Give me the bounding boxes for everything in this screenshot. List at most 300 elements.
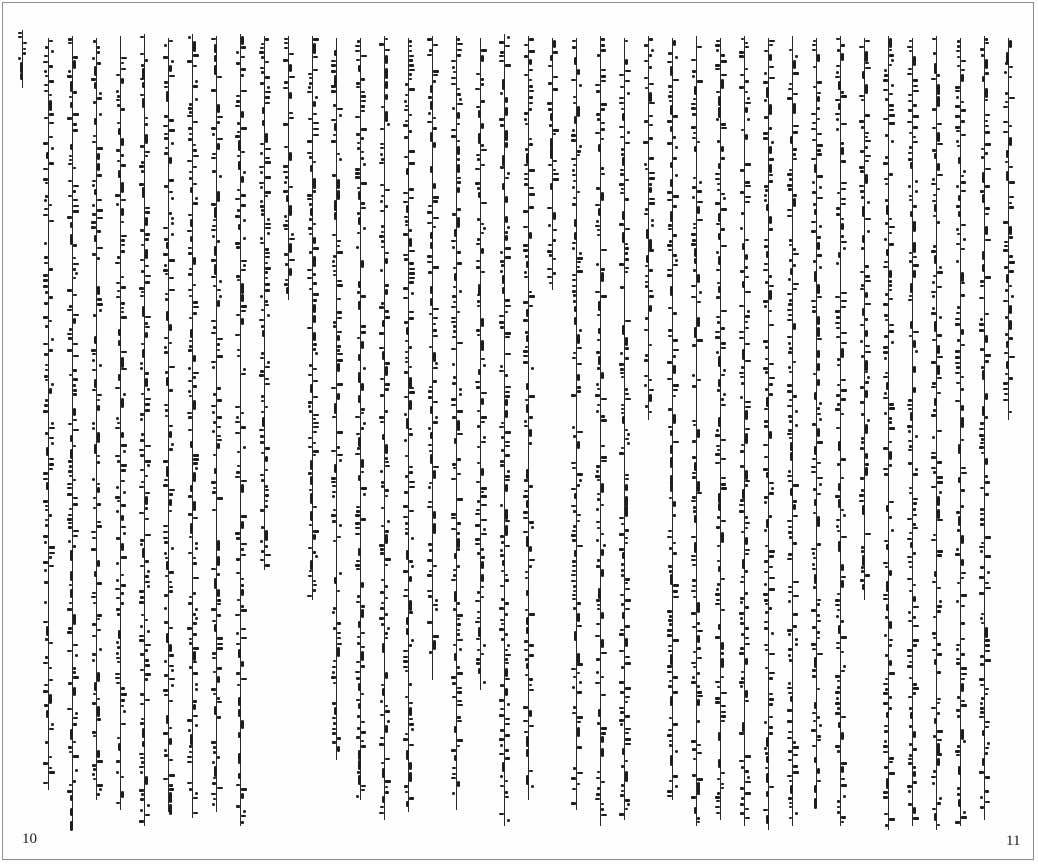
glyph-dot <box>99 113 102 116</box>
glyph-stroke-right <box>433 196 439 199</box>
glyph-stroke-right <box>217 349 220 351</box>
glyph-stroke-right <box>241 56 245 58</box>
glyph-stroke-long <box>913 340 916 348</box>
glyph-stroke-right <box>985 639 990 642</box>
glyph-stroke-right <box>97 394 102 396</box>
glyph-stroke-left <box>332 732 336 735</box>
glyph-stroke-left <box>188 138 192 141</box>
glyph-stroke-long <box>913 731 916 738</box>
glyph-stroke-left <box>813 203 816 206</box>
glyph-stroke-left <box>597 608 600 610</box>
glyph-stroke-left <box>908 449 912 451</box>
glyph-stroke-right <box>169 700 173 702</box>
glyph-stroke-long <box>385 366 388 376</box>
text-column <box>188 34 198 818</box>
glyph-stroke-right <box>193 284 196 286</box>
glyph-stroke-left <box>403 254 408 256</box>
glyph-stroke-left <box>909 487 912 489</box>
glyph-stroke-left <box>187 782 192 784</box>
glyph-stroke-right <box>601 167 604 170</box>
glyph-stroke-right <box>889 644 892 647</box>
glyph-stroke-left <box>885 156 888 159</box>
glyph-stroke-left <box>117 122 120 124</box>
glyph-stroke-left <box>693 177 696 179</box>
glyph-stroke-right <box>49 679 53 681</box>
glyph-stroke-long <box>361 260 364 268</box>
glyph-stroke-right <box>841 91 844 94</box>
glyph-dot <box>147 804 150 807</box>
glyph-stroke-right <box>337 345 341 348</box>
glyph-stroke-right <box>529 684 532 686</box>
glyph-stroke-right <box>841 241 847 243</box>
glyph-stroke-left <box>453 376 456 379</box>
glyph-stroke-long <box>742 281 745 288</box>
glyph-stroke-left <box>860 150 864 153</box>
glyph-stroke-right <box>697 720 700 723</box>
glyph-stroke-right <box>313 69 318 71</box>
glyph-stroke-right <box>769 377 775 379</box>
glyph-stroke-right <box>97 503 101 506</box>
glyph-stroke-right <box>625 738 631 741</box>
glyph-stroke-left <box>404 589 408 591</box>
glyph-stroke-left <box>189 133 192 135</box>
glyph-stroke-left <box>139 165 144 168</box>
glyph-stroke-right <box>169 448 173 451</box>
glyph-stroke-right <box>121 311 124 313</box>
glyph-stroke-left <box>788 188 792 191</box>
glyph-stroke-right <box>745 484 748 487</box>
glyph-dot <box>411 728 414 731</box>
glyph-stroke-long <box>865 51 868 62</box>
glyph-stroke-long <box>670 211 673 222</box>
glyph-stroke-left <box>836 427 840 429</box>
page-number-right: 11 <box>1006 833 1021 849</box>
glyph-stroke-right <box>145 372 149 375</box>
glyph-stroke-right <box>265 227 271 229</box>
glyph-stroke-left <box>837 609 840 611</box>
glyph-stroke-left <box>739 510 744 513</box>
glyph-stroke-left <box>1004 266 1008 269</box>
glyph-stroke-left <box>499 426 504 428</box>
glyph-dot <box>99 788 102 791</box>
glyph-stroke-right <box>97 298 102 301</box>
glyph-stroke-long <box>70 589 73 598</box>
glyph-stroke-right <box>193 155 199 157</box>
glyph-stroke-right <box>937 123 942 125</box>
glyph-dot <box>740 685 743 688</box>
glyph-dot <box>380 153 383 156</box>
glyph-stroke-left <box>237 451 240 453</box>
glyph-dot <box>507 172 510 175</box>
glyph-stroke-right <box>985 239 991 241</box>
glyph-stroke-left <box>740 450 744 453</box>
glyph-stroke-right <box>457 614 463 617</box>
glyph-stroke-right <box>433 401 438 403</box>
glyph-stroke-right <box>73 257 76 259</box>
glyph-stroke-long <box>718 624 721 630</box>
glyph-stroke-right <box>145 649 148 652</box>
glyph-stroke-left <box>451 321 456 323</box>
glyph-stroke-right <box>73 644 78 646</box>
glyph-dot <box>212 803 215 806</box>
glyph-stroke-long <box>670 457 673 468</box>
glyph-stroke-right <box>793 625 797 628</box>
glyph-stroke-long <box>265 133 268 143</box>
glyph-stroke-right <box>529 521 534 524</box>
glyph-stroke-long <box>217 191 220 202</box>
glyph-stroke-left <box>451 60 456 62</box>
glyph-stroke-right <box>961 248 965 250</box>
glyph-stroke-right <box>289 186 293 188</box>
glyph-dot <box>740 617 743 620</box>
glyph-stroke-left <box>45 656 48 659</box>
glyph-stroke-left <box>92 623 96 626</box>
glyph-stroke-long <box>937 509 940 519</box>
glyph-dot <box>507 703 510 706</box>
glyph-stroke-left <box>212 170 216 173</box>
glyph-stroke-left <box>668 228 672 230</box>
glyph-stroke-long <box>430 406 433 414</box>
glyph-stroke-left <box>883 468 888 470</box>
glyph-stroke-long <box>841 147 844 155</box>
glyph-stroke-left <box>187 230 192 232</box>
glyph-stroke-long <box>289 64 292 72</box>
glyph-dot <box>939 491 942 494</box>
glyph-stroke-left <box>355 416 360 418</box>
glyph-stroke-left <box>667 610 672 613</box>
glyph-stroke-left <box>189 751 192 753</box>
glyph-stroke-long <box>601 483 604 493</box>
glyph-stroke-right <box>121 164 126 167</box>
glyph-stroke-left <box>453 286 456 288</box>
glyph-stroke-long <box>526 309 529 317</box>
glyph-stroke-left <box>739 55 744 58</box>
glyph-stroke-right <box>169 759 173 761</box>
glyph-stroke-left <box>716 812 720 814</box>
text-column <box>740 36 750 826</box>
glyph-stroke-long <box>145 496 148 505</box>
glyph-stroke-right <box>385 705 388 707</box>
glyph-stroke-left <box>525 577 528 579</box>
glyph-stroke-left <box>451 528 456 530</box>
glyph-stroke-long <box>358 191 361 200</box>
glyph-stroke-right <box>505 231 508 234</box>
glyph-stroke-left <box>451 513 456 516</box>
glyph-stroke-left <box>211 741 216 744</box>
glyph-stroke-left <box>765 649 768 651</box>
glyph-stroke-left <box>380 607 384 610</box>
glyph-stroke-left <box>813 86 816 88</box>
glyph-stroke-left <box>741 382 744 385</box>
glyph-stroke-right <box>385 564 388 566</box>
glyph-stroke-left <box>909 707 912 710</box>
glyph-stroke-right <box>49 94 52 96</box>
glyph-stroke-left <box>405 224 408 226</box>
glyph-stroke-right <box>577 625 582 627</box>
glyph-stroke-left <box>836 38 840 40</box>
glyph-stroke-long <box>817 768 820 774</box>
glyph-stroke-left <box>163 460 168 463</box>
glyph-stroke-left <box>428 396 432 399</box>
glyph-stroke-long <box>625 638 628 647</box>
glyph-stroke-long <box>982 194 985 203</box>
glyph-stroke-long <box>385 111 388 122</box>
glyph-stroke-right <box>721 127 727 129</box>
glyph-stroke-right <box>481 202 487 204</box>
glyph-stroke-left <box>139 486 144 488</box>
glyph-stroke-left <box>621 523 624 525</box>
glyph-stroke-right <box>121 705 124 707</box>
glyph-stroke-right <box>193 672 198 675</box>
glyph-stroke-right <box>481 533 487 535</box>
glyph-stroke-right <box>457 177 461 179</box>
glyph-stroke-long <box>958 195 961 201</box>
glyph-stroke-left <box>68 514 72 516</box>
glyph-stroke-left <box>477 238 480 241</box>
glyph-stroke-left <box>621 412 624 414</box>
glyph-stroke-left <box>573 525 576 528</box>
glyph-dot <box>843 247 846 250</box>
glyph-stroke-left <box>117 737 120 739</box>
glyph-stroke-long <box>430 166 433 173</box>
glyph-stroke-long <box>382 320 385 327</box>
glyph-dot <box>500 270 503 273</box>
glyph-stroke-left <box>573 767 576 770</box>
glyph-stroke-left <box>1004 241 1008 243</box>
glyph-stroke-right <box>409 744 414 746</box>
glyph-dot <box>531 367 534 370</box>
glyph-stroke-long <box>382 796 385 803</box>
glyph-spine <box>600 36 601 826</box>
glyph-stroke-left <box>619 74 624 76</box>
glyph-stroke-left <box>429 313 432 315</box>
glyph-stroke-left <box>405 696 408 698</box>
glyph-stroke-left <box>692 579 696 582</box>
text-column <box>260 36 270 570</box>
glyph-stroke-left <box>355 564 360 567</box>
glyph-dot <box>267 86 270 89</box>
glyph-stroke-left <box>715 636 720 639</box>
glyph-stroke-left <box>379 544 384 547</box>
glyph-stroke-left <box>475 88 480 90</box>
glyph-stroke-long <box>502 79 505 90</box>
glyph-stroke-left <box>620 136 624 138</box>
glyph-stroke-left <box>476 260 480 262</box>
glyph-stroke-right <box>505 332 511 335</box>
glyph-stroke-right <box>481 49 487 52</box>
glyph-stroke-right <box>1009 270 1014 273</box>
glyph-stroke-left <box>909 445 912 448</box>
glyph-stroke-long <box>742 489 745 499</box>
glyph-stroke-left <box>789 244 792 246</box>
glyph-stroke-left <box>715 434 720 437</box>
glyph-stroke-right <box>193 797 198 799</box>
glyph-stroke-long <box>382 351 385 360</box>
glyph-stroke-right <box>385 495 388 497</box>
glyph-stroke-long <box>841 580 844 588</box>
glyph-stroke-right <box>601 128 605 131</box>
glyph-stroke-long <box>166 91 169 102</box>
glyph-stroke-left <box>43 285 48 288</box>
glyph-stroke-right <box>673 723 678 726</box>
glyph-dot <box>788 342 791 345</box>
glyph-stroke-right <box>505 475 510 478</box>
glyph-stroke-right <box>649 183 652 186</box>
glyph-stroke-right <box>241 310 246 312</box>
glyph-stroke-left <box>955 105 960 108</box>
glyph-stroke-right <box>505 718 510 720</box>
glyph-stroke-left <box>283 123 288 126</box>
glyph-stroke-long <box>838 722 841 728</box>
glyph-stroke-right <box>769 732 773 735</box>
glyph-stroke-long <box>310 493 313 504</box>
glyph-dot <box>764 583 767 586</box>
glyph-stroke-left <box>307 327 312 329</box>
glyph-dot <box>500 251 503 254</box>
glyph-stroke-left <box>45 519 48 521</box>
glyph-stroke-right <box>457 602 460 605</box>
glyph-dot <box>315 555 318 558</box>
glyph-stroke-left <box>885 222 888 225</box>
glyph-dot <box>339 158 342 161</box>
glyph-stroke-right <box>985 790 989 793</box>
glyph-dot <box>44 199 47 202</box>
glyph-stroke-long <box>49 100 52 111</box>
glyph-stroke-right <box>985 693 988 695</box>
glyph-dot <box>627 131 630 134</box>
glyph-stroke-left <box>140 565 144 567</box>
glyph-stroke-left <box>835 296 840 298</box>
glyph-stroke-right <box>649 290 653 292</box>
glyph-stroke-left <box>500 554 504 557</box>
glyph-stroke-right <box>217 426 221 428</box>
glyph-dot <box>932 295 935 298</box>
glyph-stroke-right <box>577 191 580 193</box>
glyph-dot <box>596 410 599 413</box>
glyph-stroke-left <box>861 546 864 549</box>
glyph-stroke-left <box>933 194 936 196</box>
glyph-stroke-left <box>44 704 48 707</box>
glyph-dot <box>243 171 246 174</box>
glyph-stroke-right <box>745 549 750 551</box>
glyph-dot <box>140 367 143 370</box>
glyph-stroke-right <box>361 100 366 102</box>
glyph-stroke-right <box>577 386 581 389</box>
glyph-stroke-left <box>691 107 696 110</box>
glyph-stroke-long <box>670 162 673 168</box>
glyph-stroke-left <box>597 367 600 370</box>
glyph-stroke-right <box>337 637 341 639</box>
glyph-stroke-right <box>193 121 198 123</box>
glyph-stroke-long <box>718 213 721 222</box>
glyph-stroke-left <box>789 806 792 808</box>
glyph-dot <box>963 740 966 743</box>
glyph-stroke-right <box>193 622 197 625</box>
glyph-stroke-left <box>381 195 384 197</box>
glyph-stroke-left <box>547 102 552 105</box>
glyph-stroke-left <box>907 538 912 540</box>
glyph-dot <box>380 200 383 203</box>
glyph-stroke-right <box>241 788 247 791</box>
glyph-stroke-right <box>433 44 438 46</box>
glyph-stroke-long <box>697 602 700 613</box>
glyph-stroke-right <box>73 780 76 783</box>
glyph-stroke-left <box>764 627 768 630</box>
glyph-stroke-left <box>357 232 360 234</box>
glyph-stroke-right <box>385 49 390 51</box>
glyph-stroke-long <box>433 470 436 479</box>
glyph-stroke-left <box>764 239 768 241</box>
glyph-stroke-left <box>283 171 288 173</box>
glyph-stroke-long <box>865 390 868 398</box>
glyph-stroke-right <box>913 625 919 627</box>
glyph-stroke-left <box>67 487 72 489</box>
glyph-stroke-left <box>692 564 696 566</box>
glyph-stroke-long <box>553 212 556 220</box>
glyph-stroke-right <box>265 61 269 63</box>
glyph-stroke-long <box>937 345 940 354</box>
glyph-stroke-left <box>428 444 432 446</box>
glyph-stroke-long <box>598 144 601 152</box>
glyph-stroke-left <box>741 366 744 369</box>
glyph-stroke-left <box>933 409 936 412</box>
glyph-stroke-right <box>985 38 988 41</box>
text-column <box>476 38 486 690</box>
glyph-stroke-left <box>907 121 912 123</box>
glyph-stroke-left <box>283 87 288 89</box>
glyph-stroke-left <box>691 555 696 557</box>
glyph-stroke-left <box>595 394 600 397</box>
glyph-stroke-long <box>262 120 265 126</box>
glyph-stroke-long <box>262 330 265 337</box>
glyph-stroke-left <box>859 166 864 169</box>
glyph-stroke-left <box>595 798 600 800</box>
glyph-stroke-long <box>409 772 412 782</box>
glyph-stroke-right <box>313 134 319 136</box>
glyph-stroke-left <box>381 623 384 626</box>
glyph-stroke-right <box>505 177 509 179</box>
glyph-stroke-right <box>361 128 367 131</box>
glyph-dot <box>627 433 630 436</box>
glyph-stroke-left <box>883 162 888 165</box>
glyph-dot <box>716 118 719 121</box>
glyph-stroke-left <box>739 504 744 506</box>
glyph-stroke-left <box>787 775 792 777</box>
glyph-dot <box>500 504 503 507</box>
glyph-stroke-long <box>574 631 577 641</box>
glyph-stroke-left <box>140 295 144 297</box>
glyph-dot <box>579 479 582 482</box>
glyph-stroke-right <box>985 721 990 723</box>
glyph-stroke-right <box>409 471 413 474</box>
glyph-stroke-long <box>982 251 985 260</box>
glyph-dot <box>92 478 95 481</box>
glyph-stroke-left <box>260 509 264 512</box>
glyph-stroke-right <box>361 665 365 668</box>
glyph-stroke-right <box>529 90 534 92</box>
text-column <box>212 36 222 812</box>
glyph-stroke-left <box>189 171 192 173</box>
glyph-stroke-left <box>787 475 792 477</box>
glyph-stroke-left <box>1004 245 1008 247</box>
glyph-stroke-right <box>1009 377 1013 380</box>
glyph-stroke-left <box>333 321 336 324</box>
glyph-dot <box>819 402 822 405</box>
glyph-dot <box>483 681 486 684</box>
glyph-stroke-long <box>982 406 985 416</box>
glyph-stroke-left <box>45 195 48 198</box>
glyph-stroke-long <box>217 540 220 551</box>
